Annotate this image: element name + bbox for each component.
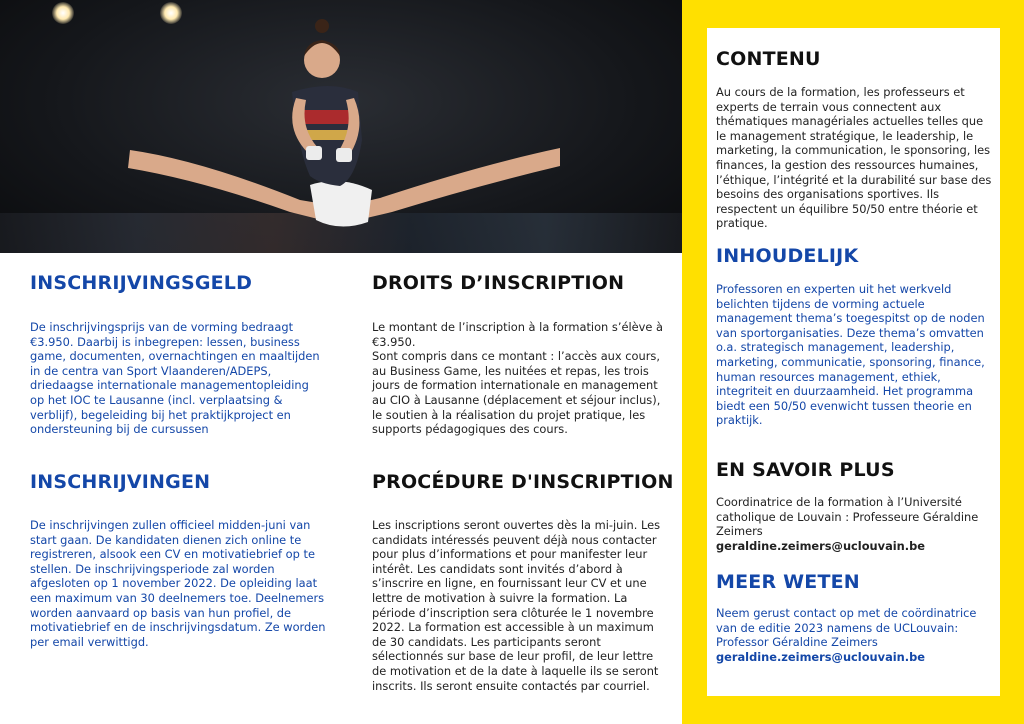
droits-body xyxy=(372,320,668,437)
procedure-body: Les inscriptions seront ouvertes dès la mi-juin. Les candidats intéressés peuvent déjà nous contacter pour plus d’informations et pour manifester leur intérêt. Les candidats sont invités d’abord à s’inscrire en ligne, en fournissant leur CV et une lettre de motivation à suivre la formation. La période d’inscription sera clôturée le 1 novembre 2022. La formation est accessible à un maximum de 30 candidats. Les participants seront sélectionnés sur base de leur profil, de leur lettre de motivation et de la date à laquelle ils se seront inscrits. Ils seront ensuite contactés par courriel. xyxy=(372,518,661,693)
meer-weten-text: Neem gerust contact op met de coördinatrice van de editie 2023 namens de UCLouvain: Professor Géraldine Zeimers xyxy=(716,606,977,650)
contenu-title: CONTENU xyxy=(716,48,821,70)
meer-weten-title: MEER WETEN xyxy=(716,571,860,593)
inhoudelijk-title: INHOUDELIJK xyxy=(716,245,859,267)
en-savoir-plus-text: Coordinatrice de la formation à l’Université catholique de Louvain : Professeure Géraldine Zeimers xyxy=(716,495,979,539)
registration-fee-title: INSCHRIJVINGSGELD xyxy=(30,272,253,294)
inhoudelijk-body: Professoren en experten uit het werkveld belichten tijdens de vorming actuele management thema’s toegespitst op de noden van sportorganisaties. Deze thema’s omvatten o.a. strategisch management, leadership, marketing, communicatie, sponsoring, finance, human resources management, ethiek, integriteit en duurzaamheid. Het programma biedt een 50/50 evenwicht tussen theorie en praktijk. xyxy=(716,282,985,428)
meer-weten-email-link[interactable]: geraldine.zeimers@uclouvain.be xyxy=(716,649,925,664)
en-savoir-plus-title: EN SAVOIR PLUS xyxy=(716,459,895,481)
droits-title: DROITS D’INSCRIPTION xyxy=(372,272,625,294)
gymnast-photo xyxy=(0,0,682,253)
meer-weten-body xyxy=(716,606,992,664)
registration-fee-body: De inschrijvingsprijs van de vorming bedraagt €3.950. Daarbij is inbegrepen: lessen, business game, documenten, overnachtingen en maaltijden in de centra van Sport Vlaanderen/ADEPS, driedaagse internationale managementopleiding op het IOC te Lausanne (incl. verplaatsing & verblijf), begeleiding bij het praktijkproject en ondersteuning bij de cursussen xyxy=(30,320,320,437)
gymnast-figure xyxy=(0,0,682,253)
registrations-title: INSCHRIJVINGEN xyxy=(30,471,211,493)
en-savoir-plus-body xyxy=(716,495,992,553)
droits-body-included: Sont compris dans ce montant : l’accès aux cours, au Business Game, les nuitées et repas, les trois jours de formation internationale en management au CIO à Lausanne (déplacement et séjour inclus), le soutien à la réalisation du projet pratique, les supports pédagogiques des cours. xyxy=(372,349,661,437)
registrations-body: De inschrijvingen zullen officieel midden-juni van start gaan. De kandidaten dienen zich online te registreren, alsook een CV en motivatiebrief op te stellen. De inschrijvingsperiode zal worden afgesloten op 1 november 2022. De opleiding laat een maximum van 30 deelnemers toe. Deelnemers worden aanvaard op basis van hun profiel, de motivatiebrief en de inschrijvingsdatum. Ze worden per email verwittigd. xyxy=(30,518,326,649)
procedure-title: PROCÉDURE D'INSCRIPTION xyxy=(372,471,674,493)
contenu-body: Au cours de la formation, les professeurs et experts de terrain vous connectent aux thématiques managériales actuelles telles que le management stratégique, le leadership, le marketing, la communication, le sponsoring, les finances, la gestion des ressources humaines, l’éthique, l’intégrité et la durabilité sur base des besoins des organisations sportives. Ils respectent un équilibre 50/50 entre théorie et pratique. xyxy=(716,85,992,231)
en-savoir-plus-email-link[interactable]: geraldine.zeimers@uclouvain.be xyxy=(716,538,925,553)
droits-body-amount: Le montant de l’inscription à la formation s’élève à €3.950. xyxy=(372,320,663,349)
